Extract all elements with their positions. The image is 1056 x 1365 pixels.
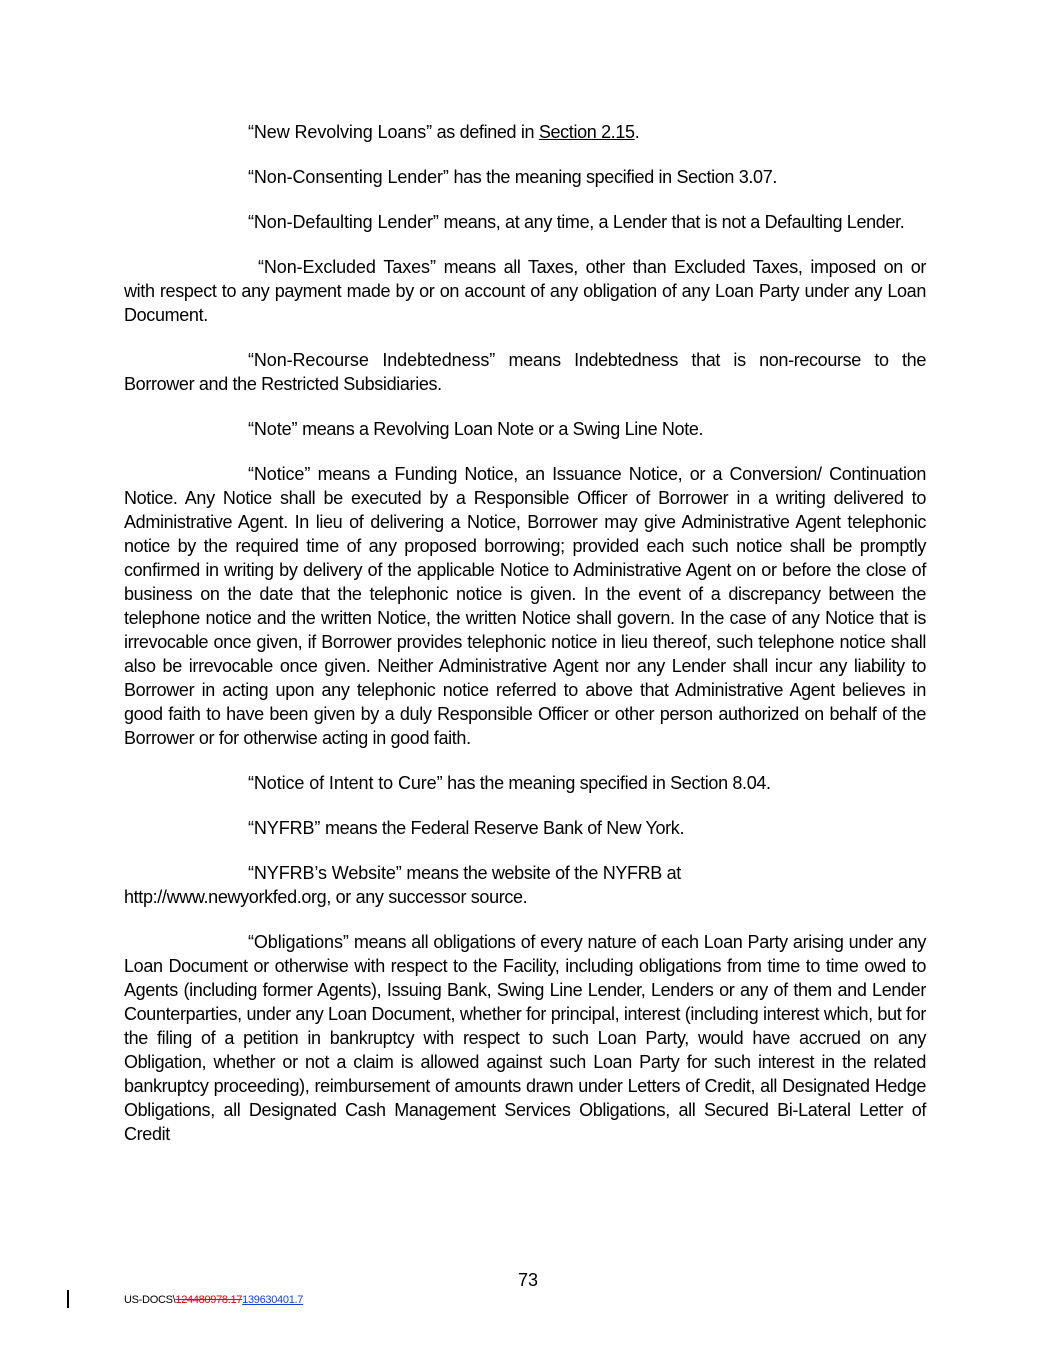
definition-text: has the meaning specified in Section 3.07.	[448, 167, 778, 187]
definition-text: means the website of the NYFRB at	[401, 863, 681, 883]
definition-text: means, at any time, a Lender that is not a Defaulting Lender.	[438, 212, 905, 232]
definition-text: as defined in	[431, 122, 539, 142]
defined-term: “Non-Defaulting Lender”	[248, 212, 439, 232]
defined-term: “Non-Consenting Lender”	[248, 167, 449, 187]
defined-term: “Non-Recourse Indebtedness”	[248, 350, 496, 370]
document-id-inserted: 139630401.7	[242, 1294, 304, 1306]
defined-term: “New Revolving Loans”	[248, 122, 432, 142]
defined-term: “Non-Excluded Taxes”	[258, 257, 436, 277]
definition-text: means all obligations of every nature of each Loan Party arising under any Loan Document or otherwise with respect to the Facility, including obligations from time to time owed to Agents (including former Agents), Issuing Bank, Swing Line Lender, Lenders or any of them and Lender Counterparties, under any Loan Document, whether for principal, interest (including interest which, but for the filing of a petition in bankruptcy with respect to such Loan Party, would have accrued on any Obligation, whether or not a claim is allowed against such Loan Party for such interest in the related bankruptcy proceeding), reimbursement of amounts drawn under Letters of Credit, all Designated Hedge Obligations, all Designated Cash Management Services Obligations, all Secured Bi-Lateral Letter of Credit	[124, 932, 926, 1144]
definition-nyfrb	[124, 816, 926, 840]
definition-text: means all Taxes, other than Excluded Taxes, imposed on or with respect to any payment made by or on account of any obligation of any Loan Party under any Loan Document.	[124, 257, 927, 325]
defined-term: “Notice of Intent to Cure”	[248, 773, 443, 793]
revision-change-bar	[67, 1290, 69, 1308]
definition-obligations	[124, 930, 926, 1146]
definition-text: means the Federal Reserve Bank of New York.	[320, 818, 685, 838]
definition-notice-of-intent-to-cure	[124, 771, 926, 795]
document-body	[124, 120, 926, 1167]
document-id-deleted: 124480978.17	[175, 1294, 243, 1306]
definition-nyfrb-website	[124, 861, 926, 909]
defined-term: “NYFRB’s Website”	[248, 863, 402, 883]
definition-non-consenting-lender	[124, 165, 926, 189]
definition-note	[124, 417, 926, 441]
definition-text: means a Funding Notice, an Issuance Notice, or a Conversion/ Continuation Notice. Any Notice shall be executed by a Responsible Officer of Borrower in a writing delivered to Administrative Agent. In lieu of delivering a Notice, Borrower may give Administrative Agent telephonic notice by the required time of any proposed borrowing; provided each such notice shall be promptly confirmed in writing by delivery of the applicable Notice to Administrative Agent on or before the close of business on the date that the telephonic notice is given. In the event of a discrepancy between the telephone notice and the written Notice, the written Notice shall govern. In the case of any Notice that is irrevocable once given, if Borrower provides telephonic notice in lieu thereof, such telephone notice shall also be irrevocable once given. Neither Administrative Agent nor any Lender shall incur any liability to Borrower in acting upon any telephonic notice referred to above that Administrative Agent believes in good faith to have been given by a duly Responsible Officer or other person authorized on behalf of the Borrower or for otherwise acting in good faith.	[124, 464, 926, 748]
document-id-footer	[124, 1293, 303, 1307]
definition-text: means a Revolving Loan Note or a Swing Line Note.	[297, 419, 704, 439]
definition-text: has the meaning specified in Section 8.04.	[442, 773, 771, 793]
definition-text-url: http://www.newyorkfed.org, or any successor source.	[124, 887, 528, 907]
page-number: 73	[517, 1270, 539, 1290]
defined-term: “Notice”	[248, 464, 311, 484]
defined-term: “Obligations”	[248, 932, 349, 952]
section-reference-link[interactable]: Section 2.15	[538, 122, 635, 142]
definition-text: means Indebtedness that is non-recourse to the Borrower and the Restricted Subsidiaries.	[124, 350, 926, 394]
defined-term: “Note”	[248, 419, 298, 439]
definition-non-excluded-taxes	[124, 255, 926, 327]
definition-non-recourse-indebtedness	[124, 348, 926, 396]
document-id-prefix: US-DOCS\	[124, 1294, 176, 1306]
definition-text-end: .	[634, 122, 640, 142]
defined-term: “NYFRB”	[248, 818, 321, 838]
definition-non-defaulting-lender	[124, 210, 926, 234]
definition-notice	[124, 462, 926, 750]
definition-new-revolving-loans	[124, 120, 926, 144]
